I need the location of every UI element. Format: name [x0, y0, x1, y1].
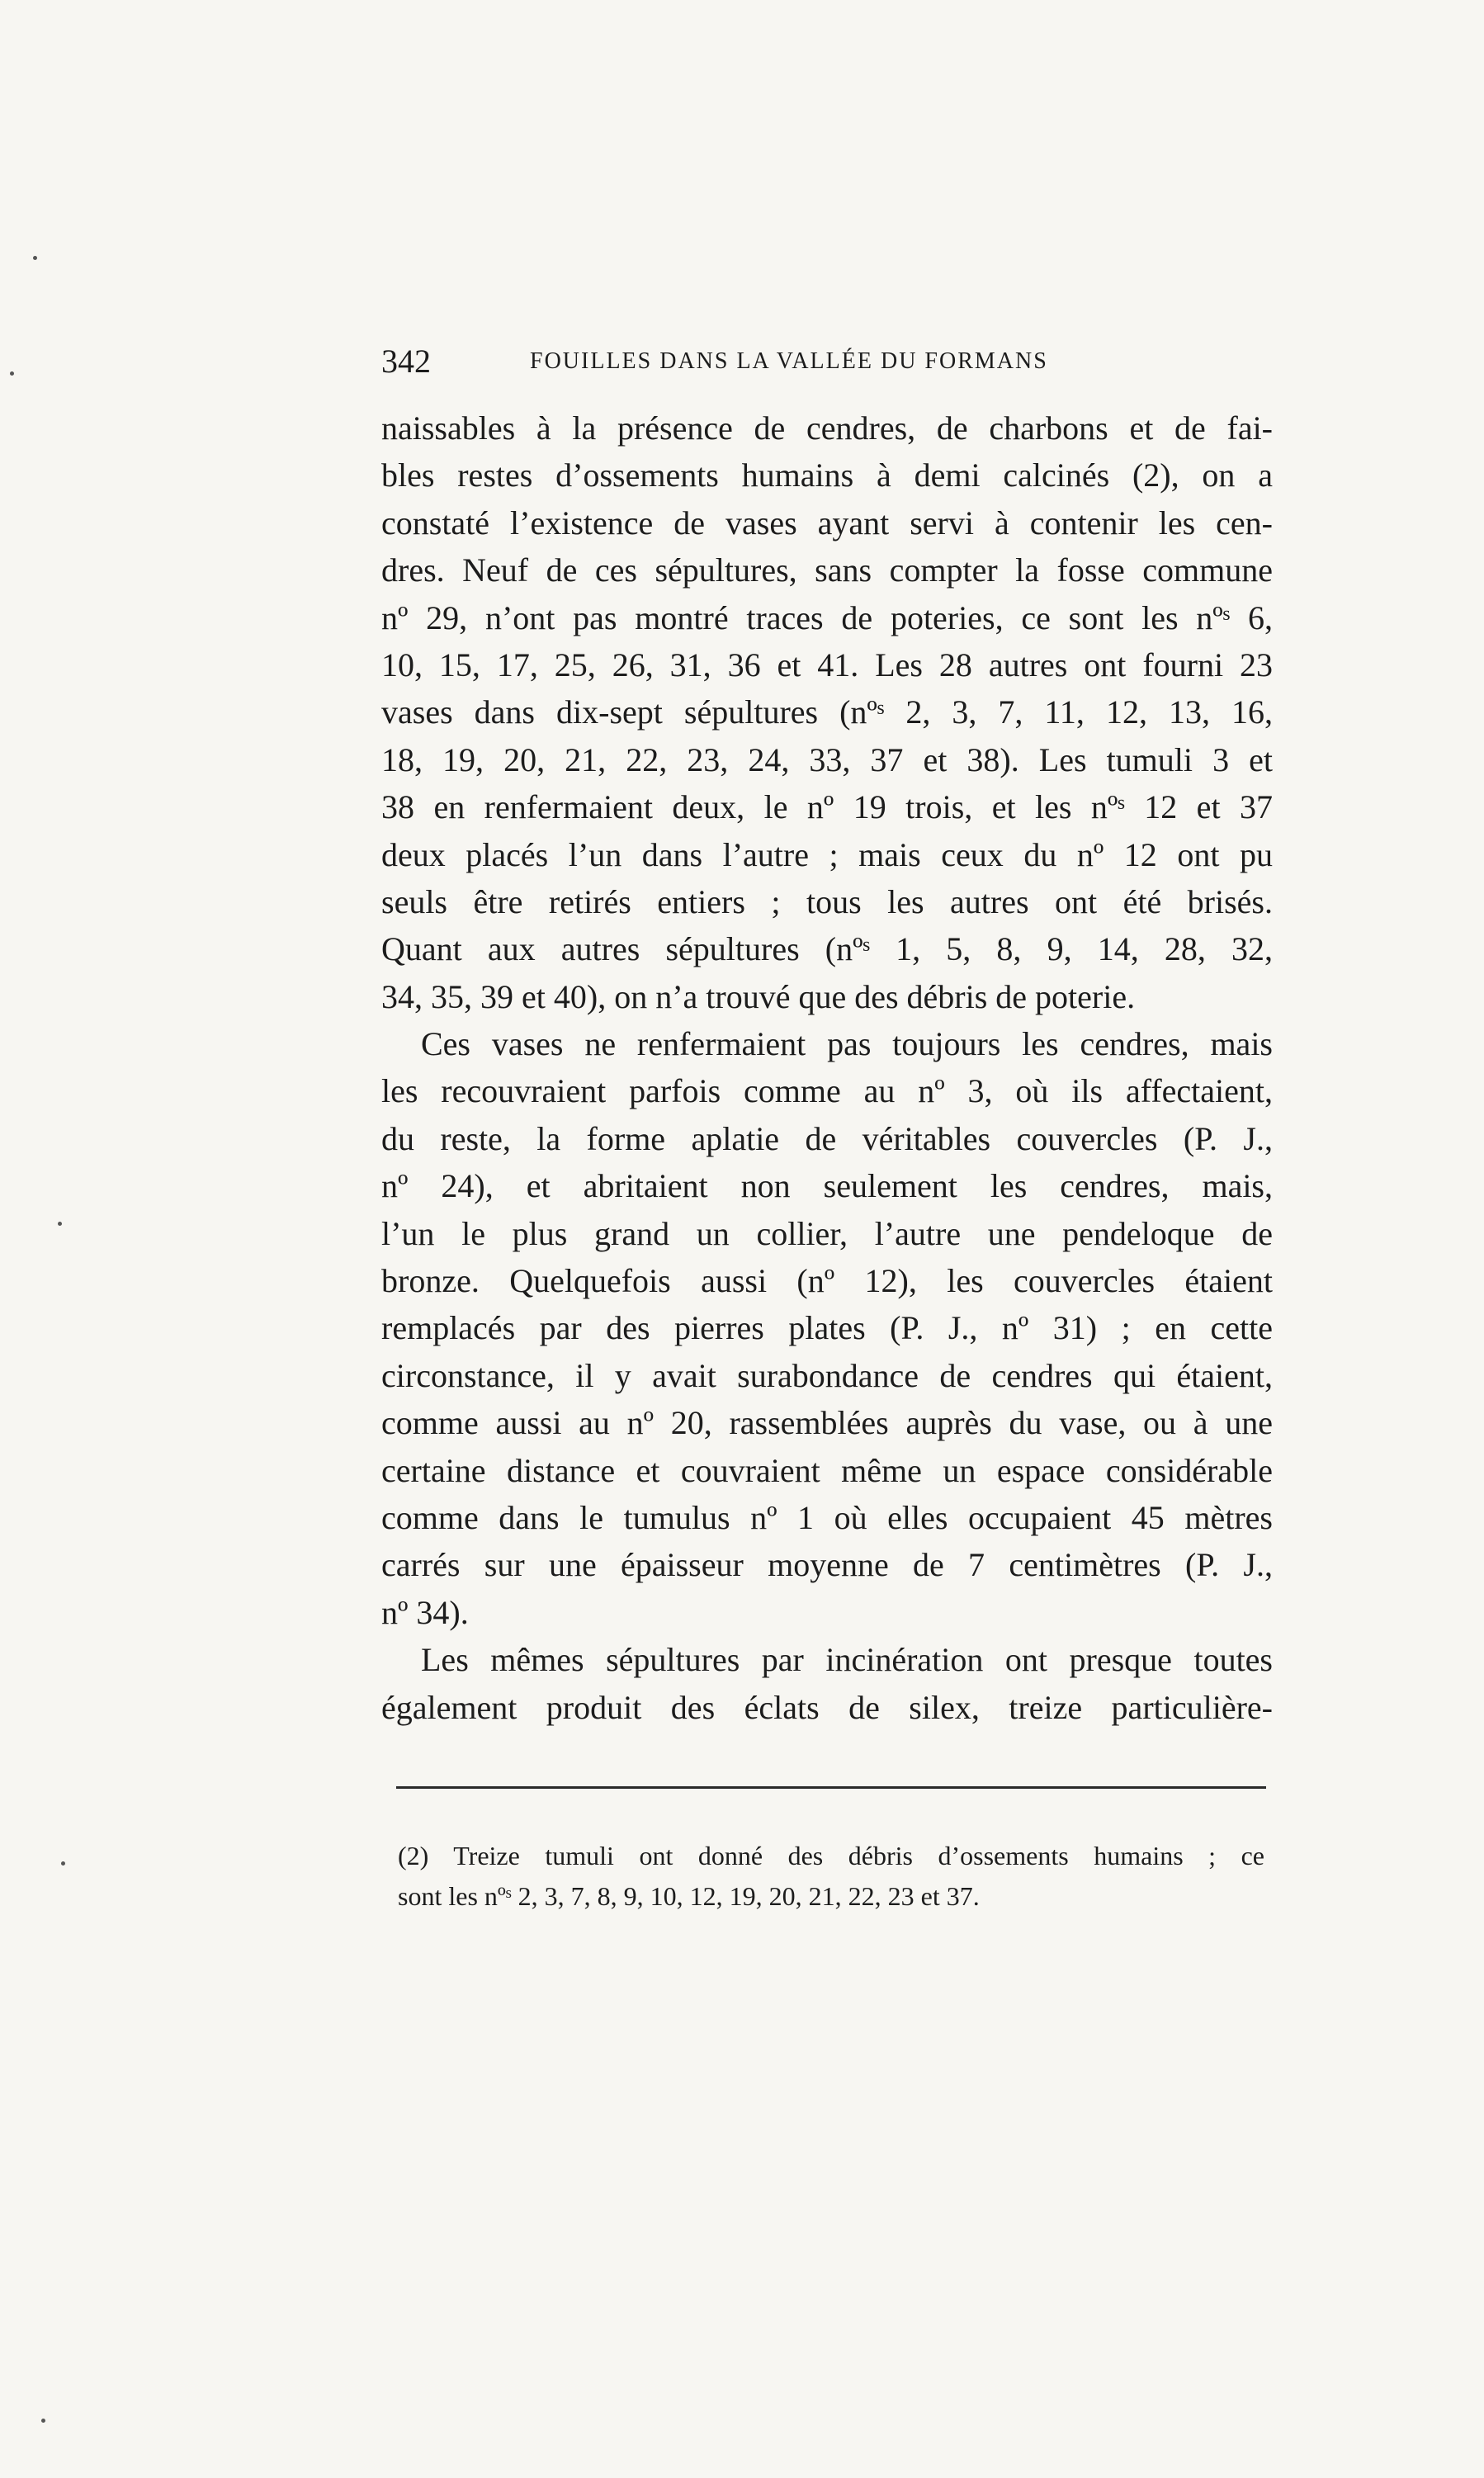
text-line: Quant aux autres sépultures (nºˢ 1, 5, 8, 9, 14, 28, 32,	[381, 930, 1273, 968]
text-line: du reste, la forme aplatie de véritables couvercles (P. J.,	[381, 1119, 1273, 1157]
text-line: Les mêmes sépultures par incinération ont presque toutes	[421, 1641, 1273, 1679]
text-line: deux placés l’un dans l’autre ; mais ceux du nº 12 ont pu	[381, 835, 1273, 873]
text-line: nº 24), et abritaient non seulement les cendres, mais,	[381, 1167, 1273, 1205]
text-line: comme aussi au nº 20, rassemblées auprès du vase, ou à une	[381, 1404, 1273, 1442]
text-line: vases dans dix-sept sépultures (nºˢ 2, 3, 7, 11, 12, 13, 16,	[381, 693, 1273, 731]
scan-speck	[58, 1222, 62, 1226]
running-title: FOUILLES DANS LA VALLÉE DU FORMANS	[530, 348, 1048, 374]
scan-speck	[41, 2419, 45, 2423]
text-line: l’un le plus grand un collier, l’autre une pendeloque de	[381, 1214, 1273, 1252]
text-line: bles restes d’ossements humains à demi calcinés (2), on a	[381, 456, 1273, 494]
text-line: naissables à la présence de cendres, de charbons et de fai-	[381, 409, 1273, 447]
text-line: circonstance, il y avait surabondance de cendres qui étaient,	[381, 1356, 1273, 1394]
page-number: 342	[381, 343, 431, 380]
text-line: certaine distance et couvraient même un espace considérable	[381, 1451, 1273, 1489]
footnote-line: sont les nºˢ 2, 3, 7, 8, 9, 10, 12, 19, 20, 21, 22, 23 et 37.	[398, 1881, 980, 1911]
footnote-divider	[396, 1786, 1266, 1789]
text-line: nº 29, n’ont pas montré traces de poteries, ce sont les nºˢ 6,	[381, 598, 1273, 636]
text-line: 10, 15, 17, 25, 26, 31, 36 et 41. Les 28 autres ont fourni 23	[381, 646, 1273, 683]
footnote-line: (2) Treize tumuli ont donné des débris d’ossements humains ; ce	[398, 1841, 1264, 1870]
text-line: les recouvraient parfois comme au nº 3, où ils affectaient,	[381, 1072, 1273, 1110]
text-line: Ces vases ne renfermaient pas toujours les cendres, mais	[421, 1025, 1273, 1063]
text-line: bronze. Quelquefois aussi (nº 12), les couvercles étaient	[381, 1262, 1273, 1300]
body-text	[381, 404, 1273, 1731]
text-line: comme dans le tumulus nº 1 où elles occupaient 45 mètres	[381, 1498, 1273, 1536]
text-line: 34, 35, 39 et 40), on n’a trouvé que des débris de poterie.	[381, 977, 1136, 1015]
scan-speck	[33, 256, 37, 260]
scan-speck	[10, 371, 14, 376]
page-header	[381, 338, 1273, 388]
text-line: 38 en renfermaient deux, le nº 19 trois, et les nºˢ 12 et 37	[381, 788, 1273, 826]
text-line: également produit des éclats de silex, treize particulière-	[381, 1688, 1273, 1726]
text-line: 18, 19, 20, 21, 22, 23, 24, 33, 37 et 38). Les tumuli 3 et	[381, 740, 1273, 778]
scan-speck	[61, 1861, 65, 1866]
footnote	[398, 1836, 1264, 1917]
text-line: dres. Neuf de ces sépultures, sans compter la fosse commune	[381, 551, 1273, 589]
text-line: carrés sur une épaisseur moyenne de 7 centimètres (P. J.,	[381, 1546, 1273, 1584]
text-line: nº 34).	[381, 1593, 469, 1631]
text-line: constaté l’existence de vases ayant servi à contenir les cen-	[381, 504, 1273, 541]
text-line: seuls être retirés entiers ; tous les autres ont été brisés.	[381, 882, 1273, 920]
text-line: remplacés par des pierres plates (P. J., nº 31) ; en cette	[381, 1309, 1273, 1347]
